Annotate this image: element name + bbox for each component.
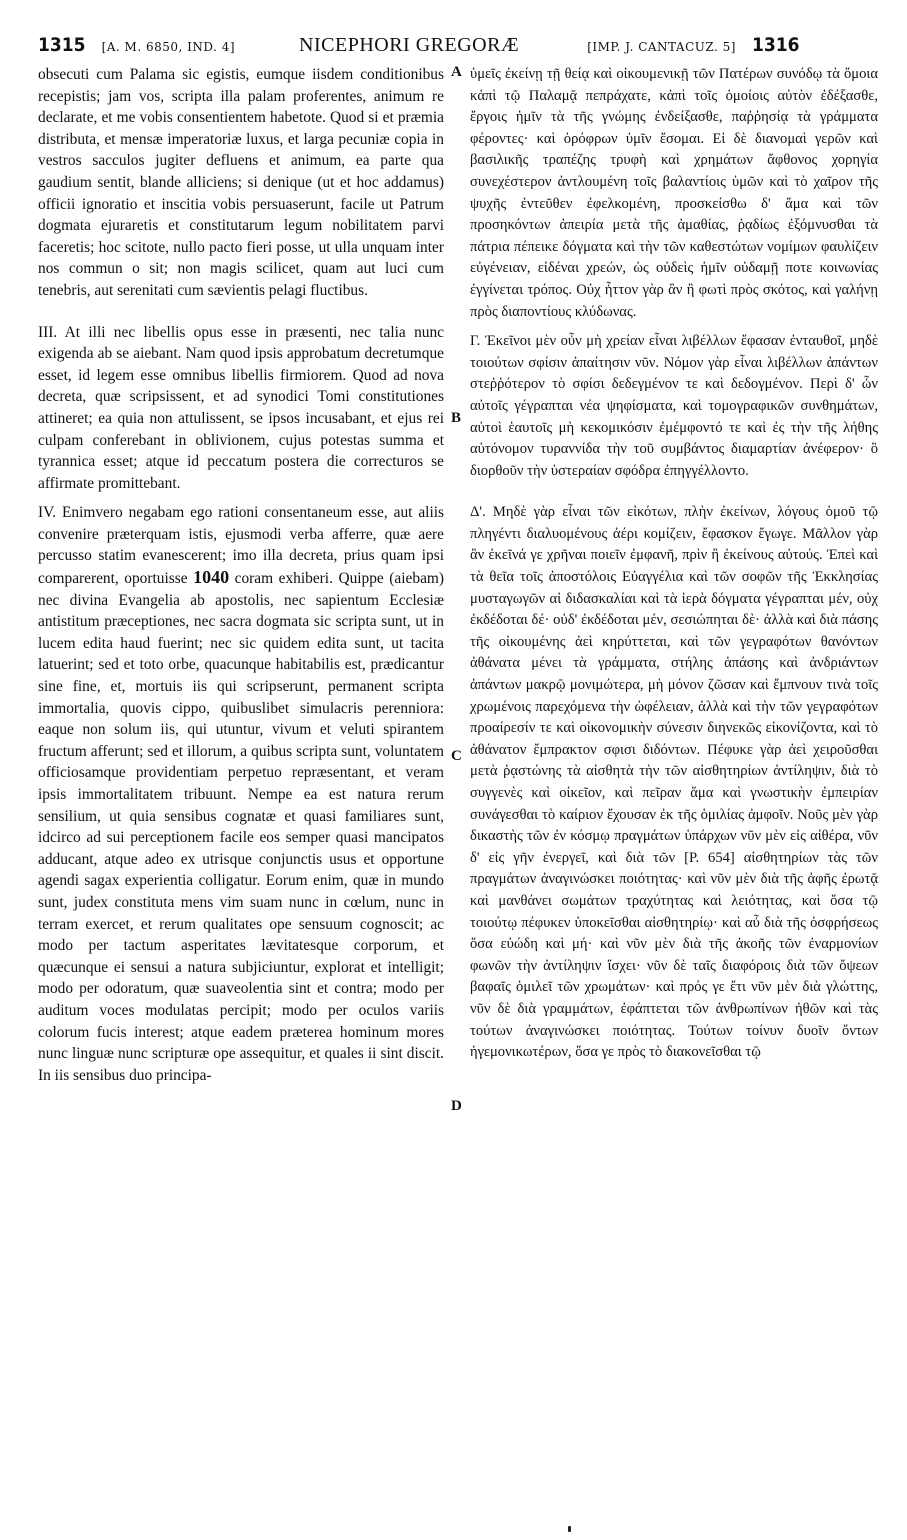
margin-marker-d: D <box>451 1098 462 1114</box>
left-page-number: 1315 <box>38 34 86 56</box>
margin-marker-b: B <box>451 410 462 426</box>
latin-column <box>38 64 444 1086</box>
page-mark <box>568 1526 571 1532</box>
left-date-reference: [A. M. 6850, IND. 4] <box>101 40 236 54</box>
greek-paragraph-3: Γ. Ἐκεῖνοι μὲν οὖν μὴ χρείαν εἶναι λιβέλλων ἔφασαν ἐνταυθοῖ, μηδὲ τοιούτων σφίσιν ἀπαίτησιν νῦν. Νόμον γὰρ εἶναι λιβέλλων ἁπάντων στεῤῥότερον τὸ σφίσι δεδεγμένον τε καὶ δεδογμένον. Περὶ δ' ὧν αὐτοῖς γέγραπται νέα ψηφίσματα, καὶ τομογραφικῶν συνθημάτων, αὐτοὶ ἑαυτοῖς μὴ κεκομικόσιν ἐμέμφοντό τε καὶ ἐς τὴν τῆς λήθης αὐτόνομον τυραννίδα τὴν τοῦ συμβάντος διαμαρτίαν ἀνέφερον· ὃ διορθοῦν τὴν ὑστεραίαν σφόδρα ἐπηγγέλλοντο. <box>470 333 878 479</box>
latin-paragraph-1: obsecuti cum Palama sic egistis, eumque iisdem conditionibus recepistis; jam vos, scripta illa palam proferentes, animum re declarate, et me vobis consentientem habetote. Quod si et præmia distributa, et mensæ imperatoriæ luxus, et larga pecuniæ copia in vestros sacculos jugiter defluens et animum, ea parte qua gaudium sentit, blande alliciens; si denique (ut et hoc addamus) officii ignoratio et inscitia vobis persuaserunt, facile ut Patrum dogmata ejuraretis et constitutarum legum nobilitatem parvi faceretis; hoc scitote, nullo pacto fieri posse, ut ulla unquam inter nos commun o sit; non magis scilicet, quam aut luci cum tenebris, aut serenitati cum sævientis pelagi fluctibus. <box>38 66 444 299</box>
latin-paragraph-4-rest: coram exhiberi. Quippe (aiebam) nec divina Evangelia ab apostolis, nec sapientum Ecclesiæ antistitum præceptiones, nec sacra dogmata sic scripta sunt, ut in lucem edita haud fuerint; nec sic quidem edita sunt, ut tacita latuerint; sed et toto orbe, quacunque habitabilis est, prædicantur sine fine, et, mortuis iis qui scripserunt, permanent scripta immortalia, quovis cippo, quibuslibet simulacris perenniora: eaque non solum iis, qui utuntur, vivum et veluti spirantem fructum afferunt; sed et illorum, a quibus scripta sunt, voluntatem officiosamque providentiam perpetuo repræsentant, et veram ipsis immortalitatem tribuunt. Nempe ea est natura rerum sensilium, ut quia sensibus cognatæ et quasi familiares sunt, idcirco ad sui perceptionem facile eos semper quasi mancipatos adducant, atque adeo ex utrisque conjunctis usus et opportune agendi sagax experientia colligatur. Eorum enim, quæ in mundo sunt, judex constituta mens vim suam nunc in cœlum, nunc in terram exercet, et rerum qualitates ope sensuum cognoscit; ac modo per tactum asperitates lævitatesque corporum, et quæcunque ei sensui a natura subjiciuntur, explorat et intelligit; modo per odoratum, quæ suaveolentia sint et contra; modo per auditum voces modulatas percipit; modo per oculos variis colorum fucis interest; atque eadem præterea hominum mores nunc linguæ nunc scripturæ ope assequitur, et quales ii sint discit. In iis sensibus duo principa- <box>38 570 444 1084</box>
greek-paragraph-4: Δ'. Μηδὲ γὰρ εἶναι τῶν εἰκότων, πλὴν ἐκείνων, λόγους ὁμοῦ τῷ πληγέντι διαλυομένους ἀέρι κομίζειν, ἔφασκον ἔγωγε. Μᾶλλον γὰρ ἂν ἐκεῖνά γε χρῆναι ποιεῖν ἐμφανῆ, πρὶν ἢ ἐκείνους αὐτούς. Ἐπεὶ καὶ τὰ θεῖα τοῖς ἀποστόλοις Εὐαγγέλια καὶ τῶν σοφῶν τῆς Ἐκκλησίας μυσταγωγῶν αἱ διδασκαλίαι καὶ τὰ ἱερὰ δόγματα γέγραπται μέν, οὐχ ἐκδέδοται δέ· οὐδ' ἐκδέδοται μέν, σεσιώπηται δὲ· ἀλλὰ καὶ διὰ πάσης τῆς οἰκουμένης ἀεὶ κηρύττεται, καὶ τῶν γεγραφότων θανόντων ἀθάνατα μένει τὰ γράμματα, στήλης ἁπάσης καὶ ἀνδριάντων ἁπάντων μακρῷ μονιμώτερα, μὴ μόνον ζῶσαν καὶ ἔμπνουν τινὰ τοῖς χρωμένοις παρεχόμενα τὴν ὠφέλειαν, ἀλλὰ καὶ τὴν τῶν γεγραφότων προαίρεσίν τε καὶ οἰκονομικὴν σύνεσιν διηνεκῶς εἰκονίζοντα, καὶ τὸ ἀθάνατον ἔμπρακτον σφισι διδόντων. Πέφυκε γὰρ ἀεὶ χειροῦσθαι μετὰ ῥᾳστώνης τὰ αἰσθητὰ τὴν τῶν αἰσθητηρίων ἀντίληψιν, διὰ τὸ συγγενὲς καὶ οἰκεῖον, καὶ πεῖραν ἅμα καὶ γνωστικὴν ἐμπειρίαν συνάγεσθαι τὸ καίριον ἔχουσαν ἐκ τῆς ὁμιλίας ἀμφοῖν. Νοῦς μὲν γὰρ δικαστὴς τῶν ἐν κόσμῳ πραγμάτων ὑπάρχων νῦν μὲν εἰς αἰθέρα, νῦν δ' εἰς γῆν ἐνεργεῖ, καὶ διὰ τῶν [P. 654] αἰσθητηρίων τὰς τῶν πραγμάτων ἀναγινώσκει ποιότητας· καὶ νῦν μὲν διὰ τῆς ἀφῆς ἐρωτᾷ καὶ μανθάνει σωμάτων τραχύτητας καὶ λειότητας, καὶ ὅσα τῷ τοιούτῳ πέφυκεν ὑποκεῖσθαι αἰσθητηρίῳ· καὶ αὖ διὰ τῆς ὀσφρήσεως ὅσα εὐώδη καὶ μή· καὶ νῦν μὲν διὰ τῆς ἀκοῆς τῶν ἐναρμονίων φωνῶν τὴν ἀντίληψιν ἴσχει· νῦν δὲ ταῖς διαφόροις διὰ τῶν ὄψεων βαφαῖς ὁμιλεῖ τῶν χρωμάτων· καὶ πρός γε ἔτι νῦν μὲν διὰ γλώττης, νῦν δὲ διὰ γραμμάτων, ἐφάπτεται τῶν ἀνθρωπίνων ἠθῶν καὶ τὰς τούτων ἀναγινώσκει ποιότητας. Τούτων τοίνυν δυοῖν ὄντων ἡγεμονικωτέρων, ὅσα γε πρὸς τὸ διακονεῖσθαι τῷ <box>470 504 878 1061</box>
margin-marker-a: A <box>451 64 462 80</box>
column-number-marker: 1040 <box>193 567 230 588</box>
latin-paragraph-4 <box>38 502 444 1086</box>
right-date-reference: [IMP. J. CANTACUZ. 5] <box>587 40 736 54</box>
latin-paragraph-3: III. At illi nec libellis opus esse in præsenti, nec talia nunc exigenda ab se aiebant. Nam quod ipsis approbatum decretumque esset, id legem esse omnibus libellis firmiorem. Quod ad nova decreta, quæ scripsissent, et ad synodici Tomi constitutiones attineret; ea quia non attulissent, se ipsos incusabant, et ejus rei culpam conferebant in oblivionem, cujus potestas summa et tyrannica esset; atque id peccatum postera die correcturos se affirmate promittebant. <box>38 323 444 492</box>
latin-paragraph-4-start: IV. Enimvero negabam ego rationi consentaneum esse, aut aliis convenire præterquam istis, ejusmodi verba afferre, quæ aere percusso statim evanescerent; imo illa decreta, prius quam ipsi comparerent, oportuisse <box>38 504 444 588</box>
running-header <box>38 34 877 60</box>
greek-column <box>470 64 878 1064</box>
running-title: NICEPHORI GREGORÆ <box>299 34 520 56</box>
greek-paragraph-1: ὑμεῖς ἐκείνῃ τῇ θείᾳ καὶ οἰκουμενικῇ τῶν Πατέρων συνόδῳ τὰ ὅμοια κἀπὶ τῷ Παλαμᾷ πεπράχατε, κἀπὶ τοῖς ὁμοίοις αὐτὸν ἐδέξασθε, ἔργοις ἡμῖν τὰ τῆς γνώμης ἐνδείξασθε, παῤῥησίᾳ τὰ γράμματα φέροντες· καὶ ὁρόφρων ὑμῖν ἔσομαι. Εἰ δὲ διανομαὶ γερῶν καὶ βασιλικῆς τραπέζης τρυφὴ καὶ χρημάτων ἄφθονος χορηγία συνεχέστερον ἀντλουμένη τοῖς βαλαντίοις ὑμῶν καὶ τὸ χαῖρον τῆς ψυχῆς ἐντεῦθεν ἐφελκομένη, προσκείσθω δ' ἅμα καὶ τῶν προσηκόντων ἀπειρία μετὰ τῆς ἀμαθίας, ῥᾳδίως ἐξόμνυσθαι τὰ πάτρια πέπεικε δόγματα καὶ τὴν τῶν καθεστώτων νομίμων φαυλίζειν εὐγένειαν, εἰδέναι χρεών, ὡς οὐδεὶς ἡμῖν οὐδαμῇ ποτε κοινωνίας ἐγγίνεται τρόπος. Οὐχ ἧττον γὰρ ἂν ἢ φωτὶ πρὸς σκότος, καὶ γαλήνῃ πρὸς διαποντίους κλύδωνας. <box>470 66 878 320</box>
margin-marker-c: C <box>451 748 462 764</box>
right-page-number: 1316 <box>751 34 800 56</box>
